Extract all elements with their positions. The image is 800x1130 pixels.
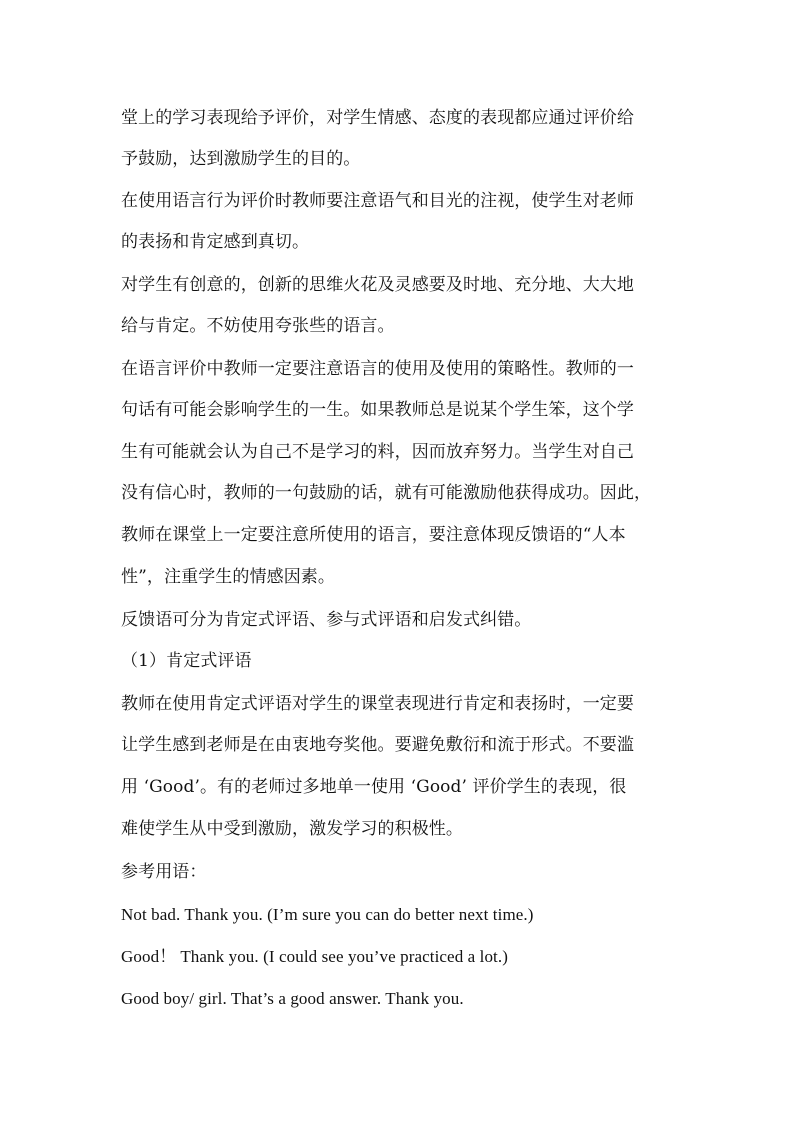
paragraph-line: 没有信心时，教师的一句鼓励的话，就有可能激励他获得成功。因此， bbox=[121, 483, 652, 503]
paragraph-line: 的表扬和肯定感到真切。 bbox=[121, 232, 310, 252]
paragraph-line: 堂上的学习表现给予评价，对学生情感、态度的表现都应通过评价给 bbox=[121, 108, 634, 128]
paragraph-line: 予鼓励，达到激励学生的目的。 bbox=[121, 149, 361, 169]
example-phrase: Not bad. Thank you. (I’m sure you can do better next time.) bbox=[121, 905, 534, 924]
paragraph-line: 让学生感到老师是在由衷地夸奖他。要避免敷衍和流于形式。不要滥 bbox=[121, 735, 634, 755]
example-phrase: Good boy/ girl. That’s a good answer. Thank you. bbox=[121, 989, 464, 1008]
paragraph-line: 在语言评价中教师一定要注意语言的使用及使用的策略性。教师的一 bbox=[121, 359, 634, 379]
paragraph-line: 给与肯定。不妨使用夸张些的语言。 bbox=[121, 316, 395, 336]
paragraph-line: 反馈语可分为肯定式评语、参与式评语和启发式纠错。 bbox=[121, 610, 532, 630]
paragraph-line: 生有可能就会认为自己不是学习的料，因而放弃努力。当学生对自己 bbox=[121, 442, 634, 462]
paragraph-line: 用 ‘Good’。有的老师过多地单一使用 ‘Good’ 评价学生的表现，很 bbox=[121, 777, 627, 797]
paragraph-line: 对学生有创意的，创新的思维火花及灵感要及时地、充分地、大大地 bbox=[121, 275, 634, 295]
section-heading: （1）肯定式评语 bbox=[121, 651, 252, 671]
reference-label: 参考用语： bbox=[121, 862, 207, 882]
paragraph-line: 句话有可能会影响学生的一生。如果教师总是说某个学生笨，这个学 bbox=[121, 400, 634, 420]
paragraph-line: 教师在使用肯定式评语对学生的课堂表现进行肯定和表扬时，一定要 bbox=[121, 694, 634, 714]
paragraph-line: 难使学生从中受到激励，激发学习的积极性。 bbox=[121, 819, 463, 839]
paragraph-line: 教师在课堂上一定要注意所使用的语言，要注意体现反馈语的“人本 bbox=[121, 525, 626, 545]
paragraph-line: 在使用语言行为评价时教师要注意语气和目光的注视，使学生对老师 bbox=[121, 191, 634, 211]
example-phrase: Good！ Thank you. (I could see you’ve practiced a lot.) bbox=[121, 947, 508, 966]
paragraph-line: 性”，注重学生的情感因素。 bbox=[121, 567, 335, 587]
